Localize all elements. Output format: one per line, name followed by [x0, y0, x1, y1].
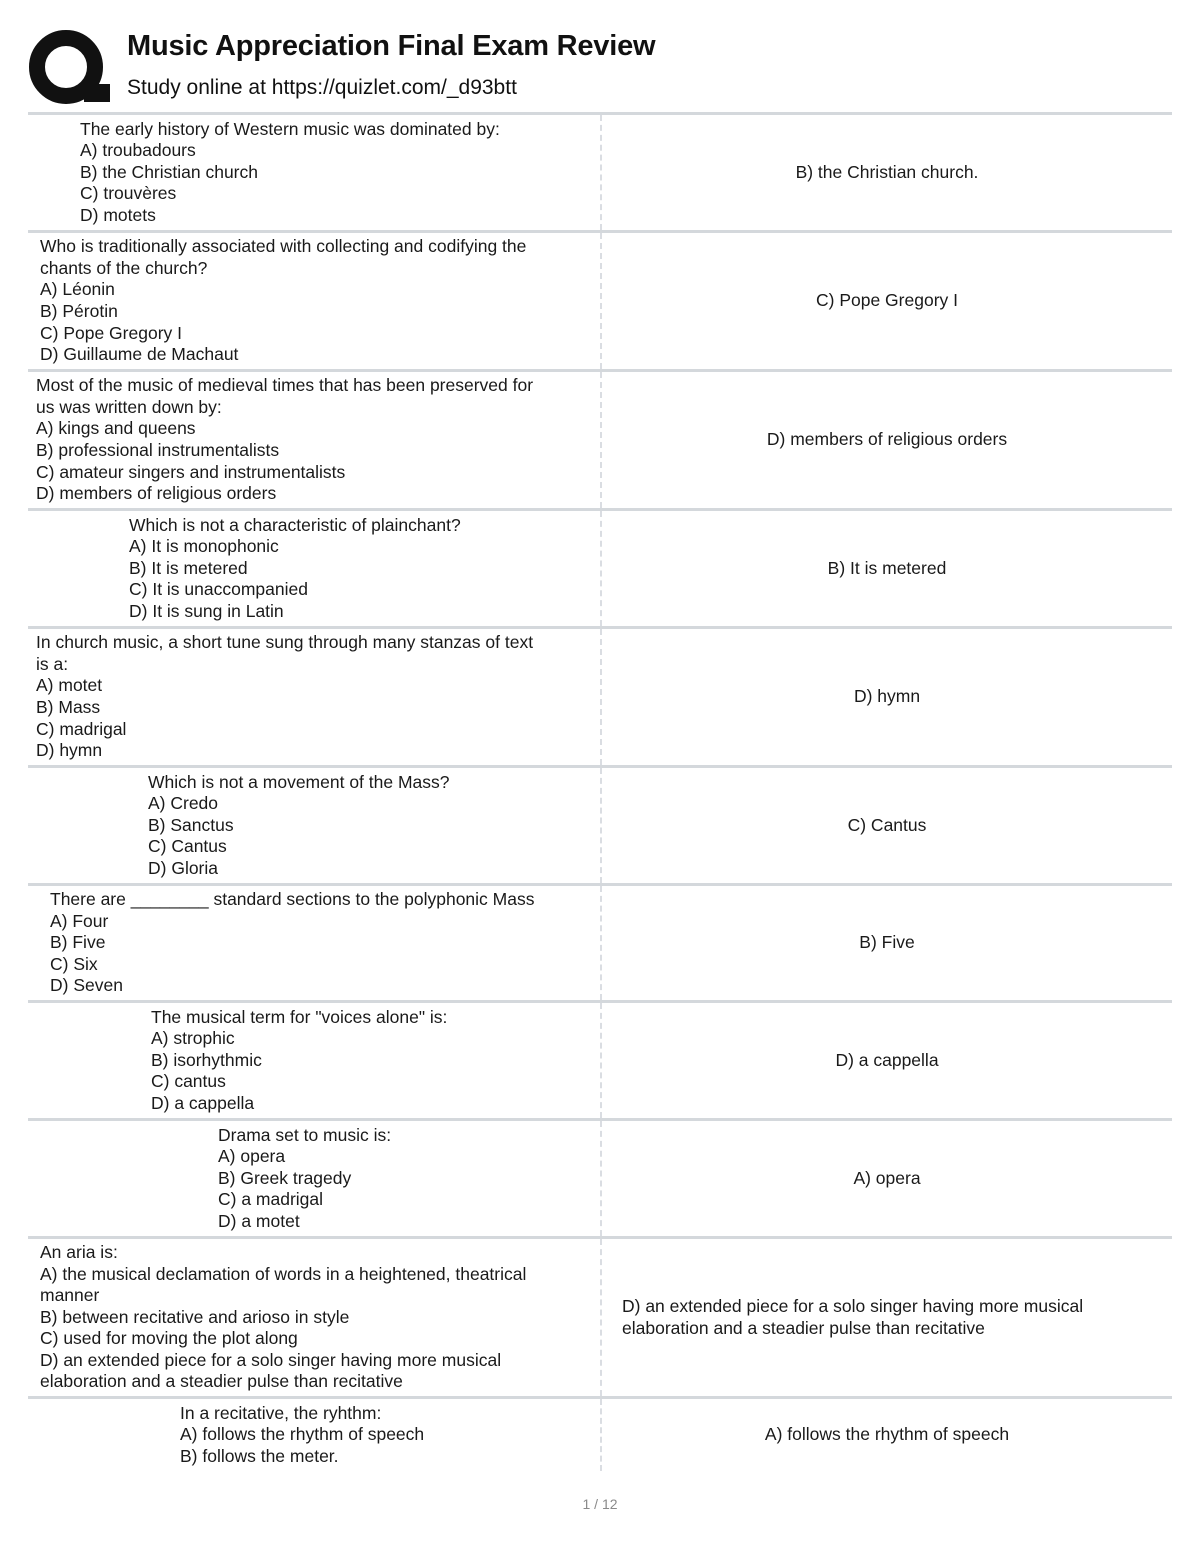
card-answer: B) the Christian church. — [795, 161, 979, 182]
question-line: Drama set to music is: — [218, 1124, 392, 1145]
question-option: A) the musical declamation of words in a heightened, theatrical — [40, 1263, 527, 1284]
question-option: C) Cantus — [148, 836, 227, 857]
page-title: Music Appreciation Final Exam Review — [127, 30, 656, 62]
question-option: B) follows the meter. — [180, 1445, 339, 1466]
question-option: A) troubadours — [80, 140, 196, 161]
card-answer: D) members of religious orders — [766, 429, 1008, 450]
question-option: D) Gloria — [148, 857, 219, 878]
question-option: B) isorhythmic — [151, 1049, 262, 1070]
question-option: A) strophic — [151, 1028, 235, 1049]
card-answer: A) opera — [853, 1167, 921, 1188]
card-question — [28, 115, 602, 230]
question-option: D) motets — [80, 204, 156, 225]
card-question — [28, 768, 602, 883]
card-answer: B) Five — [859, 932, 915, 953]
card-answer: D) hymn — [853, 686, 921, 707]
question-option: C) It is unaccompanied — [129, 579, 308, 600]
question-option: C) amateur singers and instrumentalists — [36, 461, 346, 482]
question-option: B) Sanctus — [148, 814, 234, 835]
question-option: A) opera — [218, 1146, 286, 1167]
question-option: C) used for moving the plot along — [40, 1328, 298, 1349]
flashcard — [28, 508, 1172, 626]
question-line: Who is traditionally associated with collecting and codifying the — [40, 236, 527, 257]
question-option: A) Léonin — [40, 279, 115, 300]
question-option: D) a cappella — [151, 1092, 255, 1113]
flashcard — [28, 883, 1172, 1000]
card-question — [28, 511, 602, 626]
question-option: manner — [40, 1285, 100, 1306]
card-question — [28, 1399, 602, 1471]
flashcard — [28, 230, 1172, 369]
card-answer: B) It is metered — [827, 557, 947, 578]
flashcard-list — [28, 112, 1172, 1471]
question-line: Which is not a movement of the Mass? — [148, 771, 450, 792]
question-option: D) Guillaume de Machaut — [40, 344, 239, 365]
question-option: D) Seven — [50, 975, 123, 996]
question-option: A) kings and queens — [36, 418, 196, 439]
question-line: There are ________ standard sections to the polyphonic Mass — [50, 889, 535, 910]
question-option: C) trouvères — [80, 183, 177, 204]
card-question — [28, 1239, 602, 1396]
card-question — [28, 372, 602, 508]
question-line: Which is not a characteristic of plainchant? — [129, 514, 461, 535]
question-option: C) Pope Gregory I — [40, 322, 182, 343]
card-answer: C) Cantus — [847, 814, 927, 835]
question-option: elaboration and a steadier pulse than recitative — [40, 1371, 403, 1392]
question-line: The musical term for "voices alone" is: — [151, 1006, 448, 1027]
card-question — [28, 629, 602, 765]
page-header — [0, 0, 1200, 112]
question-line: In a recitative, the ryhthm: — [180, 1402, 382, 1423]
flashcard — [28, 1000, 1172, 1118]
question-option: B) Five — [50, 932, 106, 953]
question-line: is a: — [36, 653, 69, 674]
flashcard — [28, 626, 1172, 765]
flashcard — [28, 112, 1172, 230]
flashcard — [28, 765, 1172, 883]
question-option: C) a madrigal — [218, 1189, 324, 1210]
card-question — [28, 886, 602, 1000]
question-line: An aria is: — [40, 1241, 118, 1262]
question-line: In church music, a short tune sung through many stanzas of text — [36, 632, 534, 653]
question-option: A) motet — [36, 675, 103, 696]
flashcard — [28, 1396, 1172, 1471]
card-answer: A) follows the rhythm of speech — [764, 1424, 1010, 1445]
study-online-link[interactable]: Study online at https://quizlet.com/_d93btt — [127, 76, 517, 99]
question-option: A) It is monophonic — [129, 536, 279, 557]
card-answer: C) Pope Gregory I — [816, 290, 958, 311]
question-option: C) cantus — [151, 1071, 226, 1092]
question-option: D) an extended piece for a solo singer having more musical — [40, 1349, 502, 1370]
question-option: D) It is sung in Latin — [129, 600, 284, 621]
card-question — [28, 233, 602, 369]
question-option: C) madrigal — [36, 718, 127, 739]
page-number: 1 / 12 — [582, 1496, 618, 1512]
question-option: D) hymn — [36, 740, 103, 761]
question-line: us was written down by: — [36, 396, 222, 417]
flashcard — [28, 369, 1172, 508]
quizlet-logo-icon — [28, 30, 110, 108]
question-option: B) professional instrumentalists — [36, 440, 280, 460]
card-answer: D) a cappella — [835, 1049, 939, 1070]
question-option: B) between recitative and arioso in style — [40, 1306, 350, 1327]
flashcard — [28, 1236, 1172, 1396]
question-option: D) a motet — [218, 1210, 300, 1231]
question-line: chants of the church? — [40, 257, 208, 278]
card-question — [28, 1121, 602, 1236]
question-option: D) members of religious orders — [36, 483, 277, 504]
flashcard — [28, 1118, 1172, 1236]
question-option: B) It is metered — [129, 557, 248, 578]
question-option: B) Greek tragedy — [218, 1167, 352, 1188]
question-line: The early history of Western music was dominated by: — [80, 118, 500, 139]
question-option: A) follows the rhythm of speech — [180, 1424, 425, 1445]
question-option: A) Credo — [148, 793, 219, 814]
card-question — [28, 1003, 602, 1118]
question-option: B) Pérotin — [40, 301, 118, 321]
card-answer: D) an extended piece for a solo singer having more musical elaboration and a steadier pulse than recitative — [622, 1295, 1084, 1338]
question-option: A) Four — [50, 910, 109, 931]
question-option: C) Six — [50, 953, 98, 974]
question-option: B) Mass — [36, 697, 101, 717]
question-line: Most of the music of medieval times that has been preserved for — [36, 375, 534, 396]
question-option: B) the Christian church — [80, 161, 258, 182]
